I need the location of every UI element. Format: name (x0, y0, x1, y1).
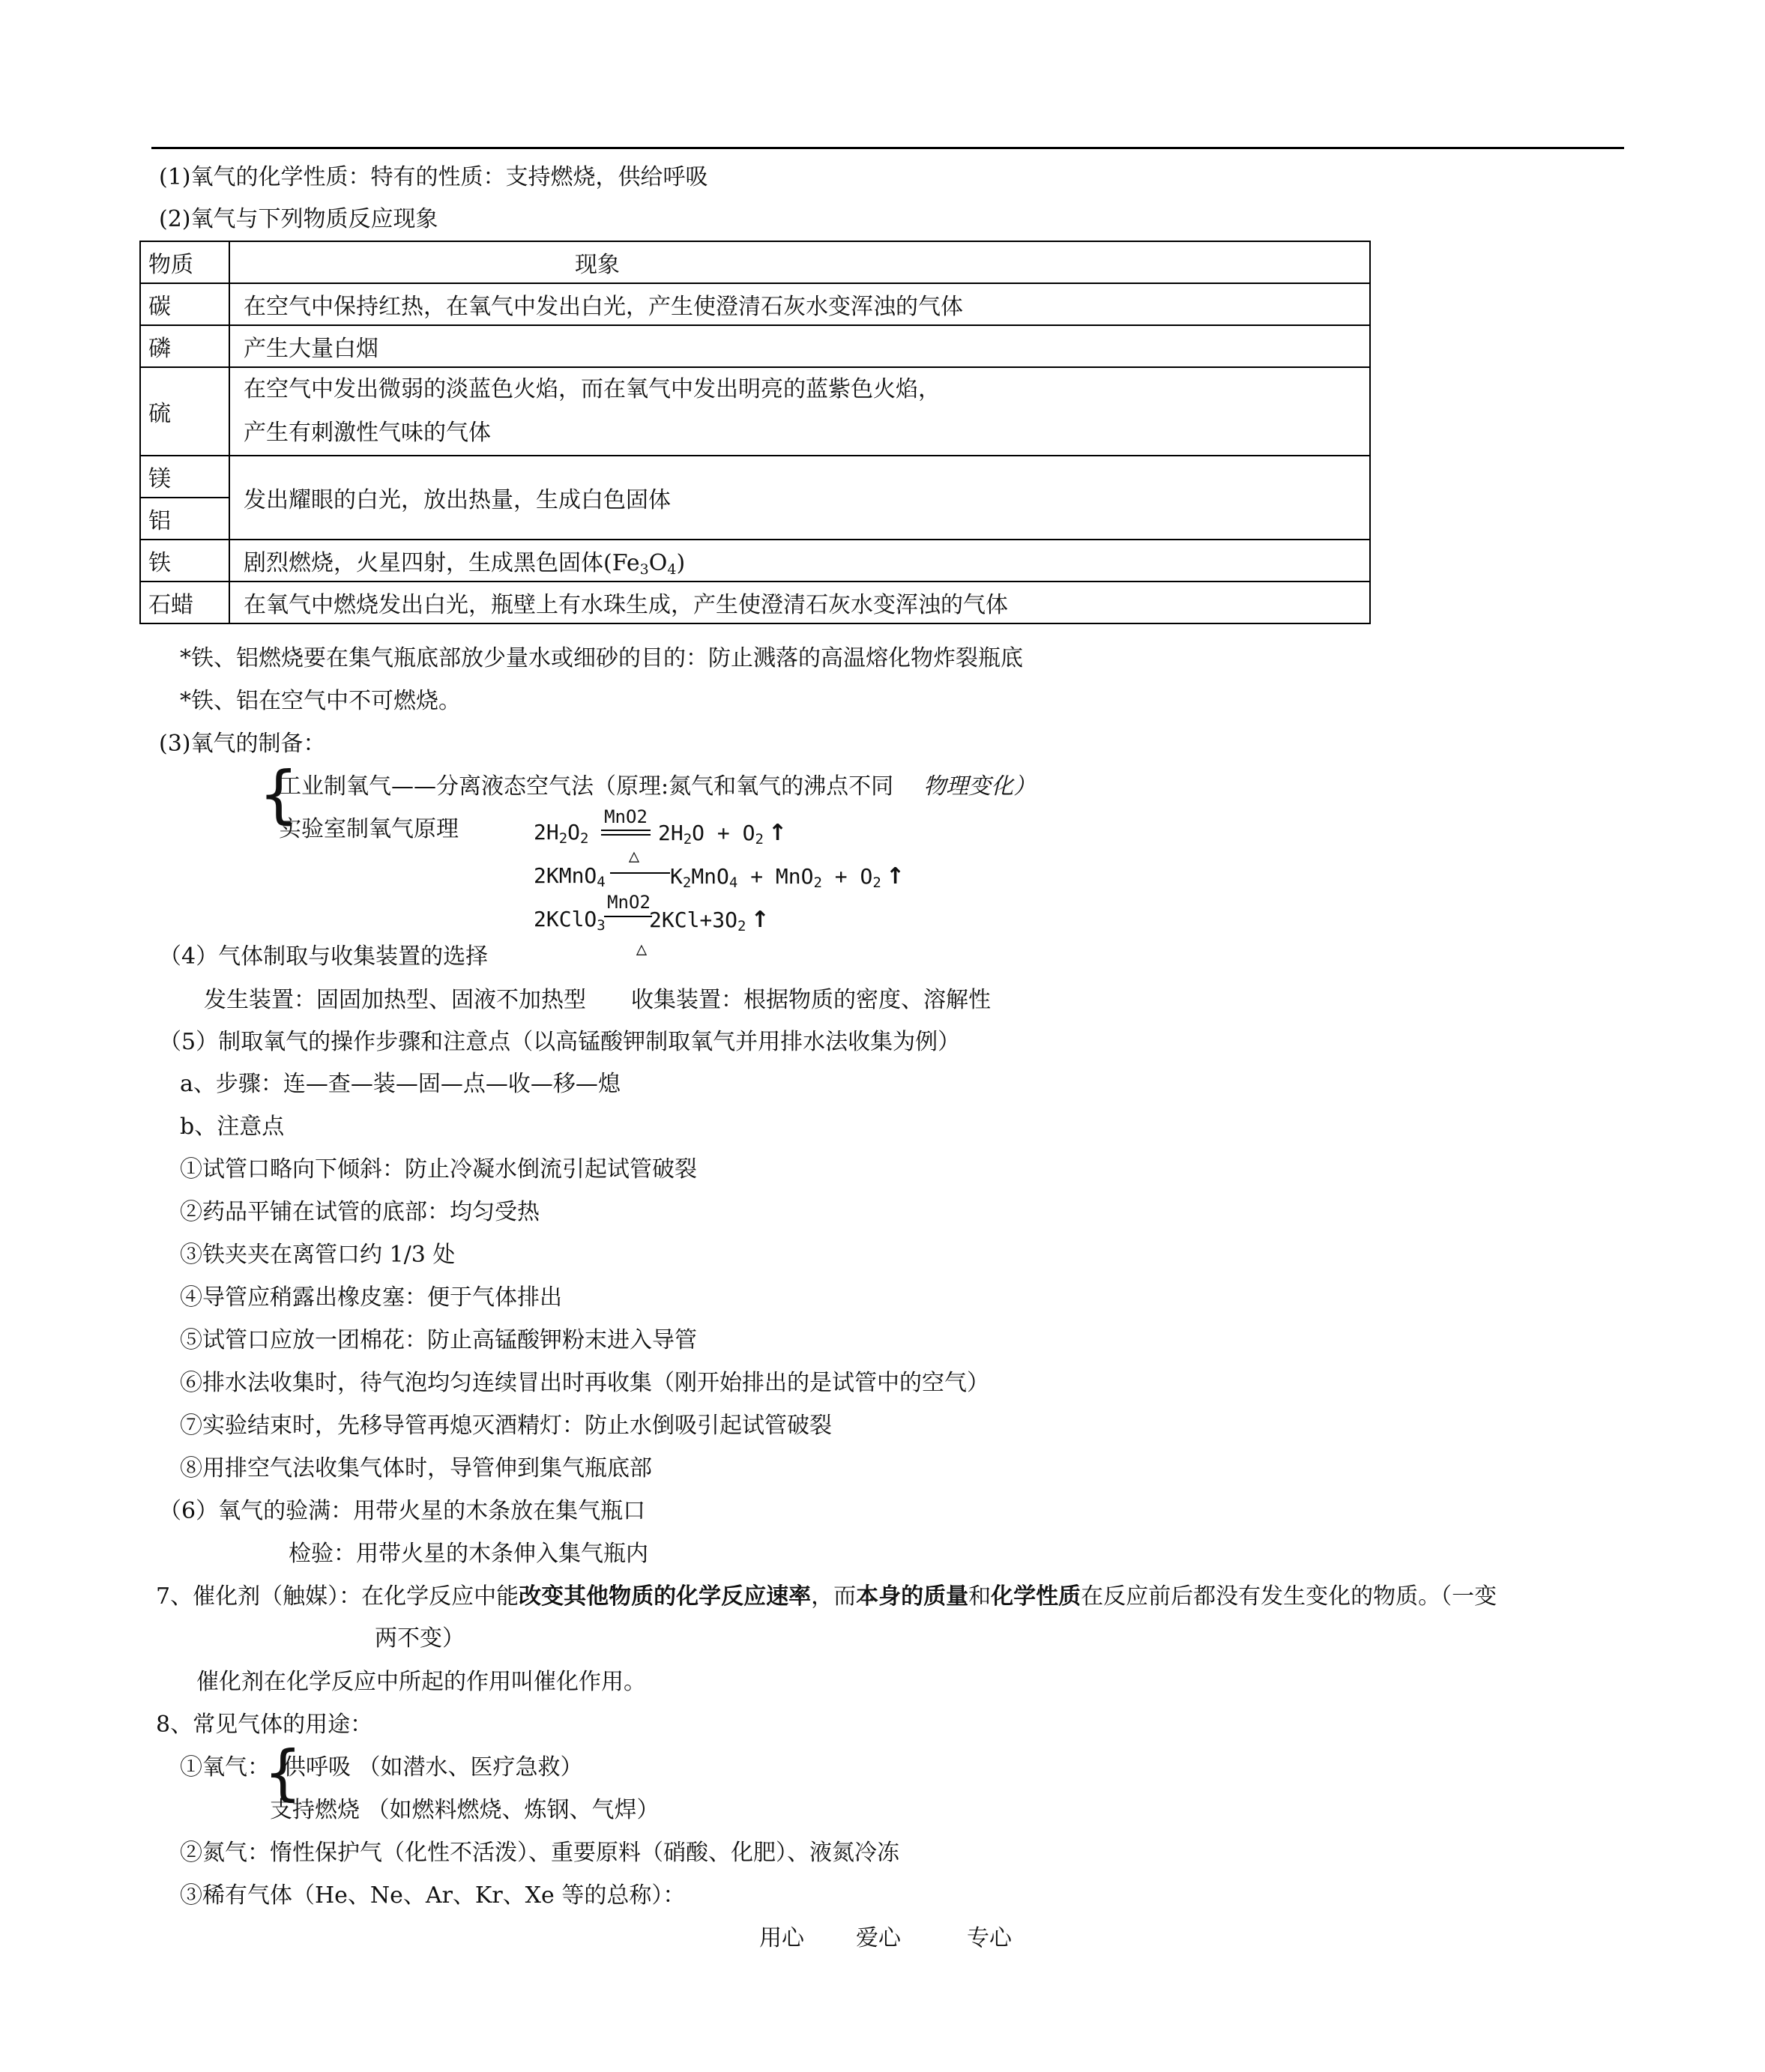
equation-3-product: $2KCl+3O_2$ ↑ (649, 907, 770, 934)
lab-method: 实验室制氧气原理 (279, 816, 459, 842)
text-run: 7、催化剂（触媒）：在化学反应中能 (156, 1583, 519, 1610)
section-7-note: 催化剂在化学反应中所起的作用叫催化作用。 (196, 1669, 646, 1695)
section-5: （5）制取氧气的操作步骤和注意点（以高锰酸钾制取氧气并用排水法收集为例） (159, 1029, 961, 1055)
section-4: （4）气体制取与收集装置的选择 (159, 943, 489, 970)
note-item-3: ③铁夹夹在离管口约 1/3 处 (180, 1242, 456, 1268)
gas-arrow-icon: ↑ (750, 907, 770, 933)
equation-1-sign (601, 830, 651, 836)
equation-3-reactant: 2KClO$_3$ (534, 907, 606, 934)
table-row (140, 540, 1370, 582)
section-3: (3)氧气的制备： (159, 731, 326, 757)
section-6-check: 检验：用带火星的木条伸入集气瓶内 (289, 1541, 648, 1567)
footer-text-1: 用心 (759, 1925, 804, 1951)
note-item-5: ⑤试管口应放一团棉花：防止高锰酸钾粉末进入导管 (180, 1327, 697, 1353)
note-item-4: ④导管应稍露出橡皮塞：便于气体排出 (180, 1284, 562, 1311)
phenomenon-line: 在空气中发出微弱的淡蓝色火焰，而在氧气中发出明亮的蓝紫色火焰， (244, 376, 941, 402)
equation-1-reactant: $2H_2O_2$ (534, 820, 589, 847)
table-row (140, 456, 1370, 498)
substance-cell: 磷 (140, 325, 229, 367)
note-item-7: ⑦实验结束时，先移导管再熄灭酒精灯：防止水倒吸引起试管破裂 (180, 1413, 832, 1439)
equation-2-product: $K_2MnO_4 + MnO_2 + O_2$ ↑ (670, 863, 905, 891)
substance-cell: 碳 (140, 283, 229, 325)
equation-2-condition: △ (628, 845, 640, 866)
oxygen-label: ①氧气： (180, 1754, 270, 1780)
note-1: *铁、铝燃烧要在集气瓶底部放少量水或细砂的目的：防止溅落的高温熔化物炸裂瓶底 (180, 645, 1023, 671)
equation-1-product: $2H_2O + O_2$ ↑ (658, 820, 788, 848)
industrial-note: 物理变化） (923, 773, 1037, 800)
brace-icon: { (264, 1738, 302, 1807)
rare-gas-uses: ③稀有气体（He、Ne、Ar、Kr、Xe 等的总称）： (180, 1882, 686, 1909)
phenomenon-cell: 产生大量白烟 (229, 325, 1370, 367)
equation-1-condition: MnO2 (604, 806, 648, 827)
phenomenon-cell: 在氧气中燃烧发出白光，瓶壁上有水珠生成，产生使澄清石灰水变浑浊的气体 (229, 582, 1370, 623)
brace-icon: { (259, 758, 299, 831)
steps: a、步骤：连—查—装—固—点—收—移—熄 (180, 1071, 621, 1097)
bold-term: 改变其他物质的化学反应速率 (519, 1583, 812, 1610)
header-substance: 物质 (140, 241, 229, 283)
substance-cell: 硫 (140, 367, 229, 456)
phenomenon-cell (229, 367, 1370, 456)
text-run: 在反应前后都没有发生变化的物质。（一变 (1081, 1583, 1497, 1610)
industrial-text: 工业制氧气——分离液态空气法（原理:氮气和氧气的沸点不同 (279, 773, 894, 800)
equation-3-sign (604, 916, 652, 917)
note-item-6: ⑥排水法收集时，待气泡均匀连续冒出时再收集（刚开始排出的是试管中的空气） (180, 1370, 989, 1396)
subscript: 4 (667, 561, 677, 578)
phenomenon-cell: 发出耀眼的白光，放出热量，生成白色固体 (229, 456, 1370, 540)
phenomenon-cell (229, 540, 1370, 582)
text-run: 和 (968, 1583, 992, 1610)
footer-text-2: 爱心 (856, 1925, 901, 1951)
section-1: (1)氧气的化学性质：特有的性质：支持燃烧，供给呼吸 (159, 164, 708, 190)
formula-part: ) (676, 549, 686, 576)
header-rule (151, 147, 1624, 149)
table-row (140, 283, 1370, 325)
table-row (140, 367, 1370, 456)
section-2: (2)氧气与下列物质反应现象 (159, 206, 438, 232)
equation-3-heat-condition: △ (636, 938, 648, 959)
section-4-detail: 发生装置：固固加热型、固液不加热型 收集装置：根据物质的密度、溶解性 (204, 987, 991, 1013)
section-7-cont: 两不变） (375, 1625, 465, 1652)
oxygen-use-2: 支持燃烧 （如燃料燃烧、炼钢、气焊） (270, 1797, 660, 1823)
header-phenomenon: 现象 (229, 241, 1370, 283)
table-row (140, 325, 1370, 367)
subscript: 3 (639, 561, 649, 578)
oxygen-use-1: 供呼吸 （如潜水、医疗急救） (283, 1754, 583, 1780)
equation-3-condition: MnO2 (607, 892, 651, 913)
table-row (140, 582, 1370, 623)
notes-heading: b、注意点 (180, 1114, 285, 1140)
phenomenon-cell: 在空气中保持红热，在氧气中发出白光，产生使澄清石灰水变浑浊的气体 (229, 283, 1370, 325)
substance-cell: 镁 (140, 456, 229, 498)
note-item-2: ②药品平铺在试管的底部：均匀受热 (180, 1199, 540, 1225)
nitrogen-uses: ②氮气：惰性保护气（化性不活泼）、重要原料（硝酸、化肥）、液氮冷冻 (180, 1840, 899, 1866)
substance-cell: 石蜡 (140, 582, 229, 623)
phenomenon-text: 剧烈燃烧，火星四射，生成黑色固体(Fe (244, 549, 640, 576)
note-item-8: ⑧用排空气法收集气体时，导管伸到集气瓶底部 (180, 1455, 652, 1481)
substance-cell: 铁 (140, 540, 229, 582)
formula-part: O (648, 549, 668, 576)
section-7 (156, 1583, 1497, 1610)
section-6: （6）氧气的验满：用带火星的木条放在集气瓶口 (159, 1498, 646, 1524)
gas-arrow-icon: ↑ (767, 820, 788, 846)
substance-cell: 铝 (140, 498, 229, 540)
gas-arrow-icon: ↑ (885, 863, 905, 889)
equation-2-reactant: 2KMnO$_4$ (534, 863, 606, 890)
industrial-method (279, 773, 1037, 800)
phenomenon-line: 产生有刺激性气味的气体 (244, 420, 491, 446)
note-item-1: ①试管口略向下倾斜：防止冷凝水倒流引起试管破裂 (180, 1156, 697, 1183)
equation-2-sign (610, 872, 670, 874)
footer-text-3: 专心 (967, 1925, 1012, 1951)
bold-term: 化学性质 (991, 1583, 1081, 1610)
section-8: 8、常见气体的用途： (156, 1712, 373, 1738)
text-run: ，而 (811, 1583, 857, 1610)
table-header (140, 241, 1370, 283)
note-2: *铁、铝在空气中不可燃烧。 (180, 688, 461, 714)
reaction-table (139, 241, 1371, 624)
bold-term: 本身的质量 (856, 1583, 969, 1610)
